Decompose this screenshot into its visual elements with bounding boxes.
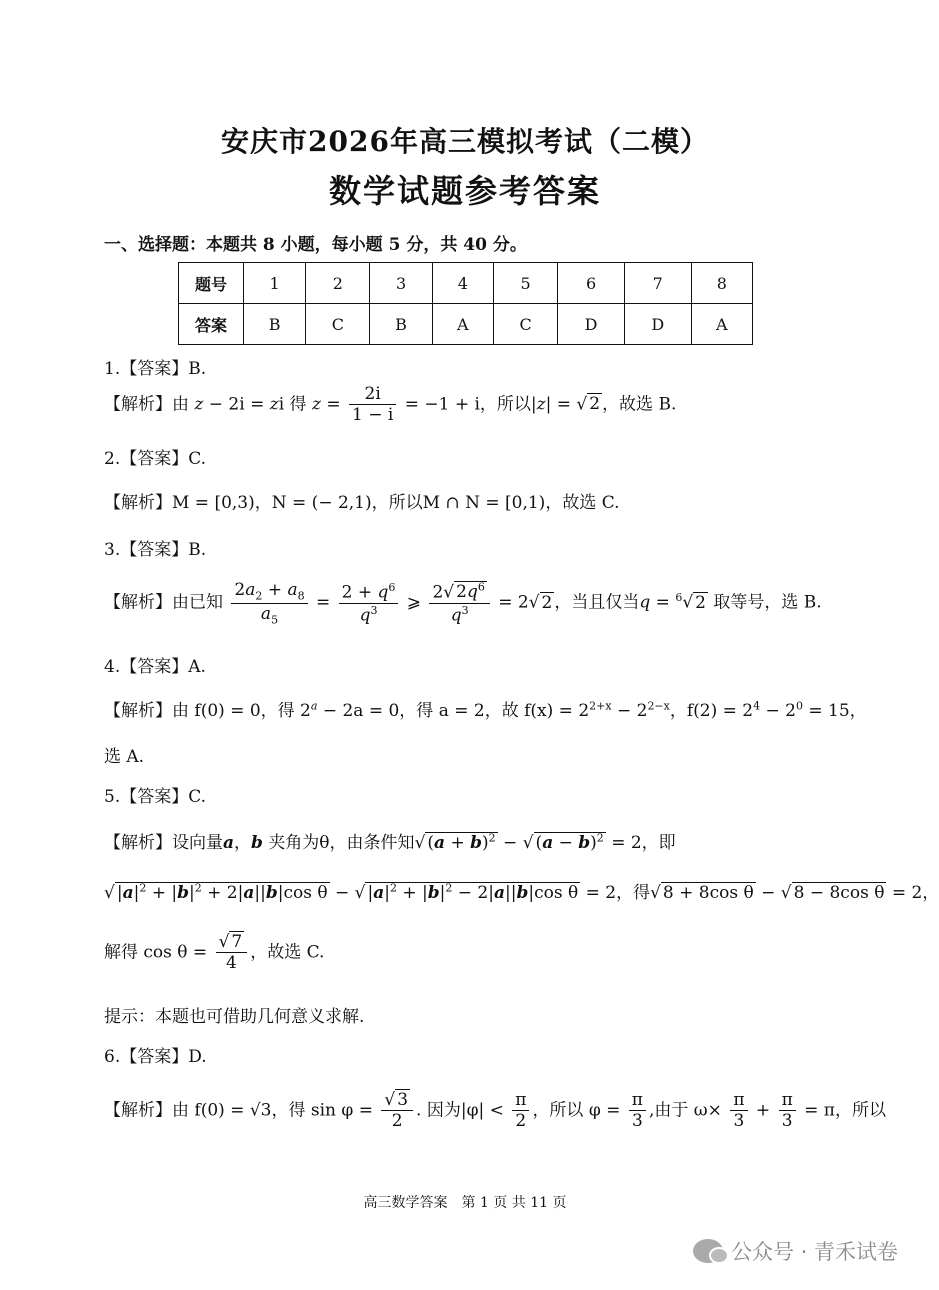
- q4-answer: 4.【答案】A.: [104, 657, 206, 677]
- section-heading: 一、选择题：本题共 8 小题，每小题 5 分，共 40 分。: [104, 235, 527, 255]
- q2-solution: 【解析】M = [0,3)，N = (− 2,1)，所以M ∩ N = [0,1)，故选 C.: [104, 493, 620, 513]
- table-row-numbers: 题号 1 2 3 4 5 6 7 8: [179, 263, 753, 304]
- table-head: 答案: [179, 304, 244, 345]
- q3-solution: 【解析】由已知 $\frac{2a_2 + a_8}{a_5}$ = $\frac{2 + q^6}{q^3}$ ⩾ $\frac{2√ 2q^6}{q^3}$ = 2√ 2 ，当且仅当q = $^6$√ 2 取等号，选 B.: [104, 580, 822, 626]
- q6-solution: 【解析】由 f(0) = √3，得 sin φ = $\frac{√ 3}{2}$ . 因为|φ| < $\frac{\pi}{2}$ ，所以 φ = $\frac{\pi}{3}$ ,由于 ω× $\frac{\pi}{3}$ + $\frac{\pi}{3}$ = π，所以: [104, 1090, 886, 1132]
- q4-solution-cont: 选 A.: [104, 747, 145, 767]
- q5-hint: 提示：本题也可借助几何意义求解.: [104, 1007, 365, 1027]
- answer-table: [178, 262, 753, 345]
- exam-title: 安庆市2026年高三模拟考试（二模）: [221, 125, 709, 158]
- q3-answer: 3.【答案】B.: [104, 540, 207, 560]
- q5-solution-line3: 解得 cos θ = $\frac{√ 7}{4}$ ，故选 C.: [104, 932, 325, 974]
- table-head: 题号: [179, 263, 244, 304]
- q4-solution: 【解析】由 f(0) = 0，得 $2^a - 2a = 0$，得 a = 2，故 $f(x) = 2^{2+x} - 2^{2-x}$，$f(2) = 2^4 - 2^0 = 15$，: [104, 699, 867, 721]
- q2-answer: 2.【答案】C.: [104, 449, 207, 469]
- watermark: [693, 1236, 898, 1266]
- q5-answer: 5.【答案】C.: [104, 787, 207, 807]
- watermark-text: 公众号 · 青禾试卷: [730, 1240, 898, 1264]
- q1-answer: 1.【答案】B.: [104, 359, 207, 379]
- exam-subtitle: 数学试题参考答案: [328, 172, 601, 210]
- table-row-answers: 答案 B C B A C D D A: [179, 304, 753, 345]
- q1-solution: 【解析】由 z − 2i = zi 得 z = $\frac{2i}{1 - i}$ = −1 + i，所以|z| = √ 2 ，故选 B.: [104, 384, 677, 426]
- page-footer: 高三数学答案 第 1 页 共 11 页: [363, 1195, 567, 1211]
- q5-solution: 【解析】设向量a，b 夹角为θ，由条件知√ $(a + b)^2$ − √ $(a - b)^2 = 2$，即: [104, 831, 676, 853]
- q5-solution-line2: √ $|a|^2 + |b|^2 + 2|a||b|\cos$ θ − √ $|a|^2 + |b|^2 - 2|a||b|\cos$ θ = 2，得√ 8 + 8cos θ − √ 8 − 8cos θ = 2，: [104, 881, 939, 903]
- q6-answer: 6.【答案】D.: [104, 1047, 207, 1067]
- wechat-icon: [693, 1239, 723, 1263]
